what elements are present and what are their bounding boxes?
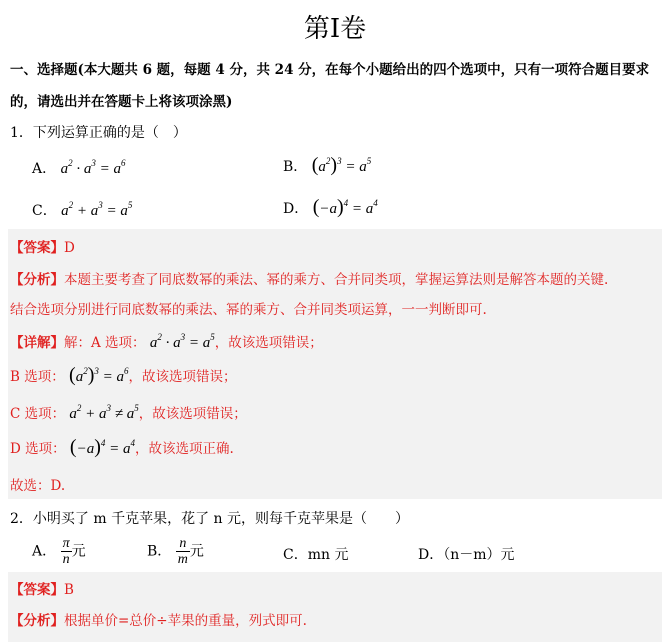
detail-d-expression: $(-a)^4 = a^4$ <box>69 436 136 458</box>
option-label: A． <box>32 161 57 177</box>
detail-a-prefix: 解：A 选项： <box>64 335 146 351</box>
detail-d-suffix: ，故该选项正确. <box>135 441 234 457</box>
q1-detail-b <box>10 364 236 387</box>
option-d-expression: $(-a)^4 = a^4$ <box>312 196 378 218</box>
q1-analysis-line2: 结合选项分别进行同底数幂的乘法、幂的乘方、合并同类项运算，一一判断即可. <box>10 302 487 318</box>
q2-analysis <box>10 609 307 629</box>
analysis-text: 本题主要考查了同底数幂的乘法、幂的乘方、合并同类项，掌握运算法则是解答本题的关键. <box>64 272 609 288</box>
question-1-stem: 1．下列运算正确的是（ ） <box>10 125 187 141</box>
detail-c-suffix: ，故该选项错误； <box>138 406 247 422</box>
answer-tag: 【答案】 <box>10 582 64 598</box>
detail-tag: 【详解】 <box>10 335 64 351</box>
analysis-tag: 【分析】 <box>10 613 64 629</box>
detail-d-prefix: D 选项： <box>10 441 66 457</box>
q1-option-a <box>32 158 125 178</box>
detail-a-expression: $a^2 \cdot a^3 = a^5$ <box>149 332 215 351</box>
q1-option-b <box>283 154 371 177</box>
detail-b-expression: $(a^2)^3 = a^6$ <box>69 364 129 386</box>
option-c-expression: $a^2 + a^3 = a^5$ <box>61 200 133 219</box>
q1-option-c <box>32 200 132 220</box>
option-a-fraction: $\frac{\pi}{n}$ <box>62 536 70 567</box>
option-a-unit: 元 <box>71 543 86 560</box>
option-label: B． <box>147 543 172 560</box>
option-label: C． <box>32 203 57 219</box>
option-a-expression: $a^2 \cdot a^3 = a^6$ <box>60 158 126 177</box>
q1-answer <box>10 236 75 256</box>
option-b-unit: 元 <box>189 543 204 560</box>
q2-option-b <box>147 536 204 567</box>
q1-analysis-line1 <box>10 268 608 288</box>
option-label: D． <box>283 201 309 217</box>
detail-b-suffix: ，故该选项错误； <box>128 369 237 385</box>
q2-option-a <box>32 536 86 567</box>
answer-value: D <box>64 240 75 256</box>
q1-conclusion: 故选：D. <box>10 478 66 494</box>
answer-value: B <box>64 582 74 598</box>
q2-solution-panel <box>8 572 662 642</box>
option-label: B． <box>283 159 308 175</box>
answer-tag: 【答案】 <box>10 240 64 256</box>
option-b-expression: $(a^2)^3 = a^5$ <box>311 154 372 176</box>
q2-option-c: C．mn 元 <box>283 547 349 563</box>
detail-c-prefix: C 选项： <box>10 406 66 422</box>
analysis-tag: 【分析】 <box>10 272 64 288</box>
q1-detail-c <box>10 402 247 423</box>
q1-option-d <box>283 196 378 219</box>
q2-option-d: D．（n－m）元 <box>418 547 515 563</box>
question-2-stem: 2．小明买了 m 千克苹果，花了 n 元，则每千克苹果是（ ） <box>10 511 409 527</box>
option-label: A． <box>32 543 57 560</box>
option-b-fraction: $\frac{n}{m}$ <box>177 536 188 567</box>
page-title: 第Ⅰ卷 <box>303 14 367 44</box>
detail-a-suffix: ，故该选项错误； <box>214 335 323 351</box>
detail-b-prefix: B 选项： <box>10 369 65 385</box>
q1-detail-a <box>10 331 323 352</box>
detail-c-expression: $a^2 + a^3 \ne a^5$ <box>69 403 139 422</box>
q2-answer <box>10 578 74 598</box>
section-heading-line2: 的，请选出并在答题卡上将该项涂黑) <box>10 94 233 110</box>
analysis-text: 根据单价=总价÷苹果的重量，列式即可. <box>64 613 307 629</box>
section-heading-line1: 一、选择题(本大题共 6 题，每题 4 分，共 24 分，在每个小题给出的四个选项中，只有一项符合题目要求 <box>10 62 650 78</box>
q1-detail-d <box>10 436 234 459</box>
